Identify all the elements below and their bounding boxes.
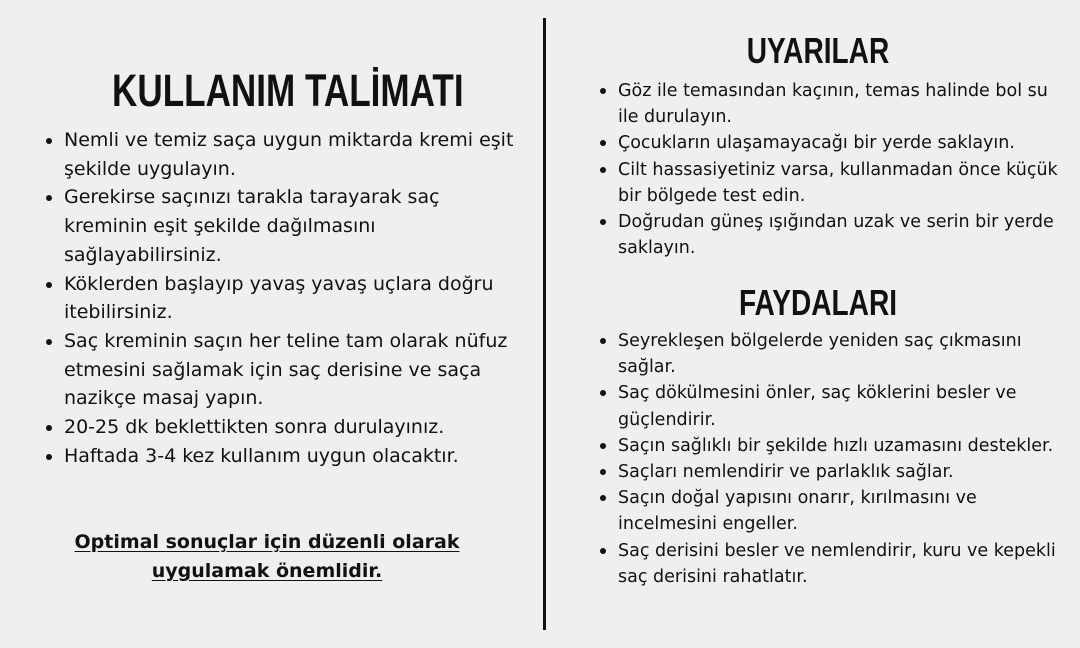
usage-list [42,126,522,470]
usage-title: KULLANIM TALİMATI [112,65,464,116]
warning-item: Doğrudan güneş ışığından uzak ve serin bir yerde saklayın. [596,209,1066,261]
benefit-item: Saç derisini besler ve nemlendirir, kuru ve kepekli saç derisini rahatlatır. [596,538,1066,590]
warning-item: Çocukların ulaşamayacağı bir yerde saklayın. [596,130,1066,156]
usage-item: Haftada 3-4 kez kullanım uygun olacaktır. [42,442,522,471]
benefit-item: Saçları nemlendirir ve parlaklık sağlar. [596,459,1066,485]
warning-item: Cilt hassasiyetiniz varsa, kullanmadan önce küçük bir bölgede test edin. [596,157,1066,209]
usage-item: 20-25 dk beklettikten sonra durulayınız. [42,413,522,442]
usage-item: Saç kreminin saçın her teline tam olarak nüfuz etmesini sağlamak için saç derisine ve saça nazikçe masaj yapın. [42,327,522,413]
warnings-title: UYARILAR [746,30,890,71]
benefit-item: Seyrekleşen bölgelerde yeniden saç çıkmasını sağlar. [596,328,1066,380]
warning-item: Göz ile temasından kaçının, temas halinde bol su ile durulayın. [596,78,1066,130]
usage-item: Gerekirse saçınızı tarakla tarayarak saç kreminin eşit şekilde dağılmasını sağlayabilirsiniz. [42,183,522,269]
usage-note: Optimal sonuçlar için düzenli olarak uygulamak önemlidir. [74,531,460,582]
benefits-title: FAYDALARI [738,282,898,323]
usage-item: Köklerden başlayıp yavaş yavaş uçlara doğru itebilirsiniz. [42,270,522,327]
warnings-list [596,78,1066,261]
benefit-item: Saç dökülmesini önler, saç köklerini besler ve güçlendirir. [596,380,1066,432]
column-divider [543,18,546,630]
benefits-list [596,328,1066,590]
usage-item: Nemli ve temiz saça uygun miktarda kremi eşit şekilde uygulayın. [42,126,522,183]
benefit-item: Saçın sağlıklı bir şekilde hızlı uzamasını destekler. [596,433,1066,459]
benefit-item: Saçın doğal yapısını onarır, kırılmasını ve incelmesini engeller. [596,485,1066,537]
